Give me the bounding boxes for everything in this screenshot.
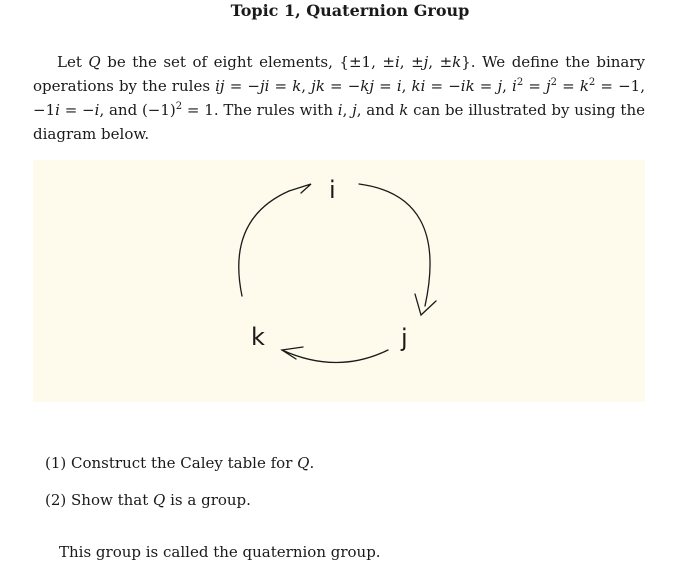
document-title: Topic 1, Quaternion Group	[230, 1, 470, 20]
arc-k-to-i	[239, 191, 289, 296]
node-label-k: k	[251, 323, 265, 351]
text-run: =	[374, 77, 397, 95]
math-symbol: k	[292, 77, 302, 95]
math-symbol: j	[497, 77, 503, 95]
task-list	[45, 452, 314, 526]
math-symbol: i	[512, 77, 517, 95]
math-symbol: ik	[460, 77, 475, 95]
text-run: Construct the Caley table for	[66, 454, 298, 472]
math-symbol: jk	[311, 77, 325, 95]
math-symbol: k	[579, 77, 589, 95]
math-symbol: Q	[88, 53, 101, 71]
text-run: }. We define the binary operations by the rules	[33, 53, 646, 95]
text-run: be the set of eight elements, {±1, ±	[100, 53, 395, 71]
task-item	[45, 452, 314, 474]
text-run: ,	[502, 77, 513, 95]
intro-paragraph	[33, 50, 645, 146]
text-run: , and (−1)	[99, 101, 176, 119]
text-run: ,	[342, 101, 353, 119]
superscript: 2	[175, 101, 183, 112]
text-run: .	[309, 454, 315, 472]
superscript: 2	[550, 77, 558, 88]
text-run: = −	[425, 77, 461, 95]
cycle-diagram-svg	[33, 160, 645, 402]
math-symbol: j	[423, 53, 429, 71]
task-number: (1)	[45, 454, 67, 472]
math-symbol: k	[452, 53, 462, 71]
math-symbol: Q	[153, 491, 166, 509]
text-run: =	[557, 77, 580, 95]
text-run: = −	[224, 77, 260, 95]
math-symbol: ji	[259, 77, 270, 95]
text-run: can be illustrated by using the diagram below.	[33, 101, 645, 143]
arc-i-to-j	[359, 184, 430, 306]
math-symbol: k	[399, 101, 409, 119]
math-symbol: ki	[411, 77, 426, 95]
quaternion-cycle-diagram	[33, 160, 645, 402]
superscript: 2	[588, 77, 596, 88]
text-run: , and	[356, 101, 400, 119]
superscript: 2	[516, 77, 524, 88]
node-label-j: j	[401, 324, 408, 352]
math-symbol: j	[352, 101, 357, 119]
text-run: ,	[401, 77, 412, 95]
text-run: , ±	[399, 53, 424, 71]
math-symbol: i	[94, 101, 100, 119]
math-symbol: i	[396, 77, 402, 95]
text-run: = −	[59, 101, 95, 119]
math-symbol: ij	[215, 77, 225, 95]
footer-note: This group is called the quaternion group.	[59, 543, 381, 561]
text-run: is a group.	[165, 491, 251, 509]
arrowhead-i	[289, 184, 311, 193]
arc-j-to-k	[282, 350, 388, 363]
text-run: = −	[324, 77, 361, 95]
text-run: =	[474, 77, 498, 95]
text-run: , ±	[428, 53, 453, 71]
text-run: Show that	[66, 491, 154, 509]
task-item	[45, 489, 314, 511]
math-symbol: i	[337, 101, 343, 119]
math-symbol: j	[546, 77, 551, 95]
math-symbol: i	[394, 53, 400, 71]
node-label-i: i	[329, 176, 336, 204]
math-symbol: i	[55, 101, 60, 119]
text-run: =	[269, 77, 293, 95]
text-run: = −1, −1	[33, 77, 645, 119]
text-run: = 1. The rules with	[182, 101, 338, 119]
text-run: =	[523, 77, 546, 95]
text-run: Let	[57, 53, 89, 71]
math-symbol: kj	[360, 77, 375, 95]
text-run: ,	[301, 77, 312, 95]
math-symbol: Q	[297, 454, 310, 472]
task-number: (2)	[45, 491, 67, 509]
